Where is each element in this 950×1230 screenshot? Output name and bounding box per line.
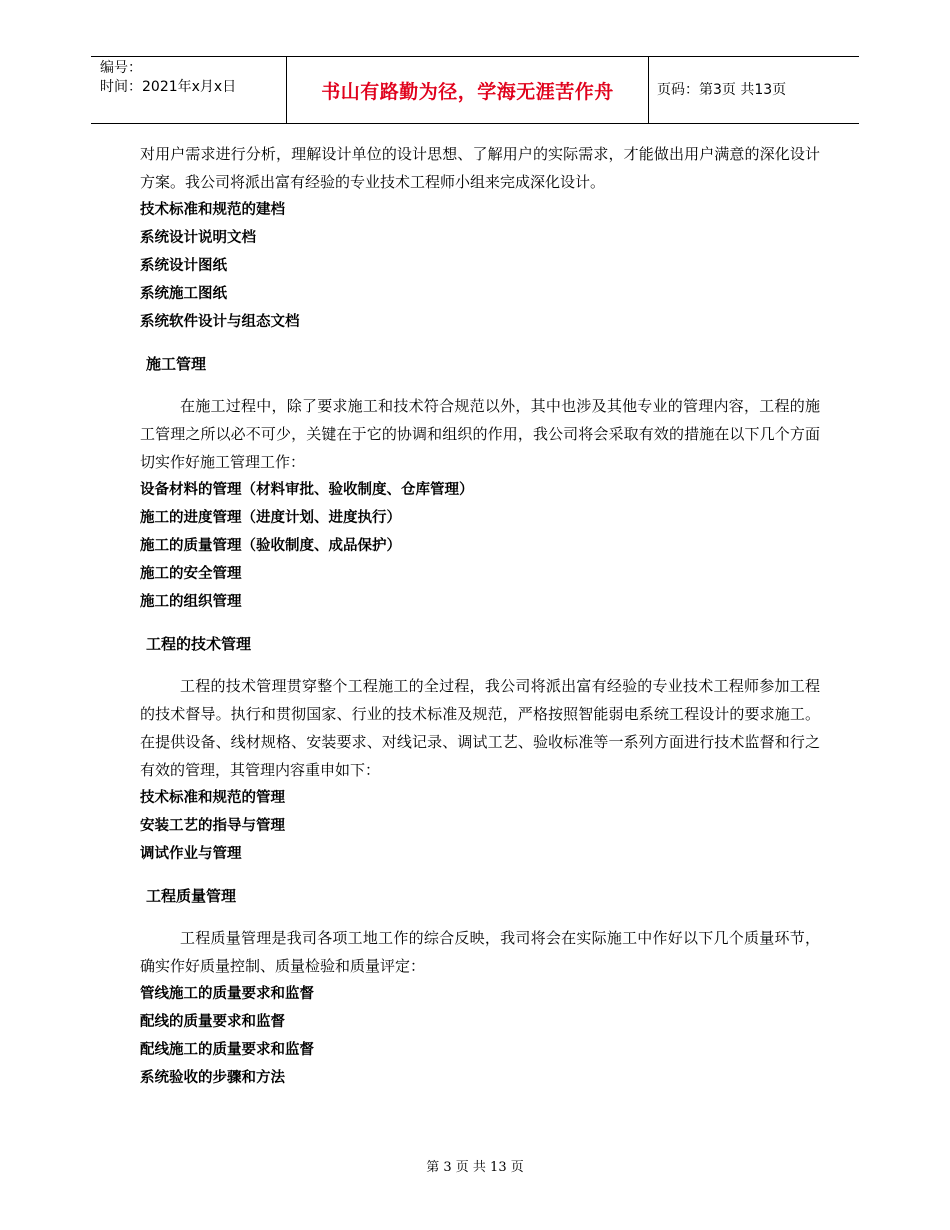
list-item: 安装工艺的指导与管理 [140,818,285,834]
header-meta-cell [91,57,287,123]
section-paragraph: 工程的技术管理贯穿整个工程施工的全过程，我公司将派出富有经验的专业技术工程师参加工程的技术督导。执行和贯彻国家、行业的技术标准及规范，严格按照智能弱电系统工程设计的要求施工。在提供设备、线材规格、安装要求、对线记录、调试工艺、验收标准等一系列方面进行技术监督和行之有效的管理，其管理内容重申如下： [140,677,820,779]
list-item: 设备材料的管理（材料审批、验收制度、仓库管理） [140,482,474,498]
document-body [140,140,820,1092]
page-footer: 第 3 页 共 13 页 [426,1160,524,1175]
list-item: 技术标准和规范的管理 [140,790,285,806]
header-motto-cell [287,57,649,123]
section-heading: 工程质量管理 [146,887,237,905]
header-page-cell [649,57,859,123]
list-item: 施工的进度管理（进度计划、进度执行） [140,510,401,526]
section-paragraph: 工程质量管理是我司各项工地工作的综合反映，我司将会在实际施工中作好以下几个质量环节，确实作好质量控制、质量检验和质量评定： [140,929,820,975]
section-heading: 施工管理 [146,355,207,373]
list-item: 系统设计图纸 [140,258,227,274]
list-item: 技术标准和规范的建档 [140,202,285,218]
header-time-label: 时间：2021年x月x日 [100,79,237,95]
list-item: 施工的质量管理（验收制度、成品保护） [140,538,401,554]
header-motto: 书山有路勤为径，学海无涯苦作舟 [321,80,614,103]
list-item: 系统设计说明文档 [140,230,256,246]
list-item: 调试作业与管理 [140,846,242,862]
list-item: 系统验收的步骤和方法 [140,1070,285,1086]
list-item: 配线的质量要求和监督 [140,1014,285,1030]
list-item: 系统软件设计与组态文档 [140,314,300,330]
header-page-label: 页码：第3页 共13页 [657,82,787,98]
list-item: 系统施工图纸 [140,286,227,302]
intro-paragraph: 对用户需求进行分析，理解设计单位的设计思想、了解用户的实际需求，才能做出用户满意的深化设计方案。我公司将派出富有经验的专业技术工程师小组来完成深化设计。 [140,145,820,191]
list-item: 配线施工的质量要求和监督 [140,1042,314,1058]
section-heading: 工程的技术管理 [146,635,252,653]
list-item: 管线施工的质量要求和监督 [140,986,314,1002]
header-number-label: 编号： [100,60,142,76]
list-item: 施工的安全管理 [140,566,242,582]
list-item: 施工的组织管理 [140,594,242,610]
section-paragraph: 在施工过程中，除了要求施工和技术符合规范以外，其中也涉及其他专业的管理内容，工程的施工管理之所以必不可少，关键在于它的协调和组织的作用，我公司将会采取有效的措施在以下几个方面切实作好施工管理工作： [140,397,820,471]
page-header [91,56,859,124]
